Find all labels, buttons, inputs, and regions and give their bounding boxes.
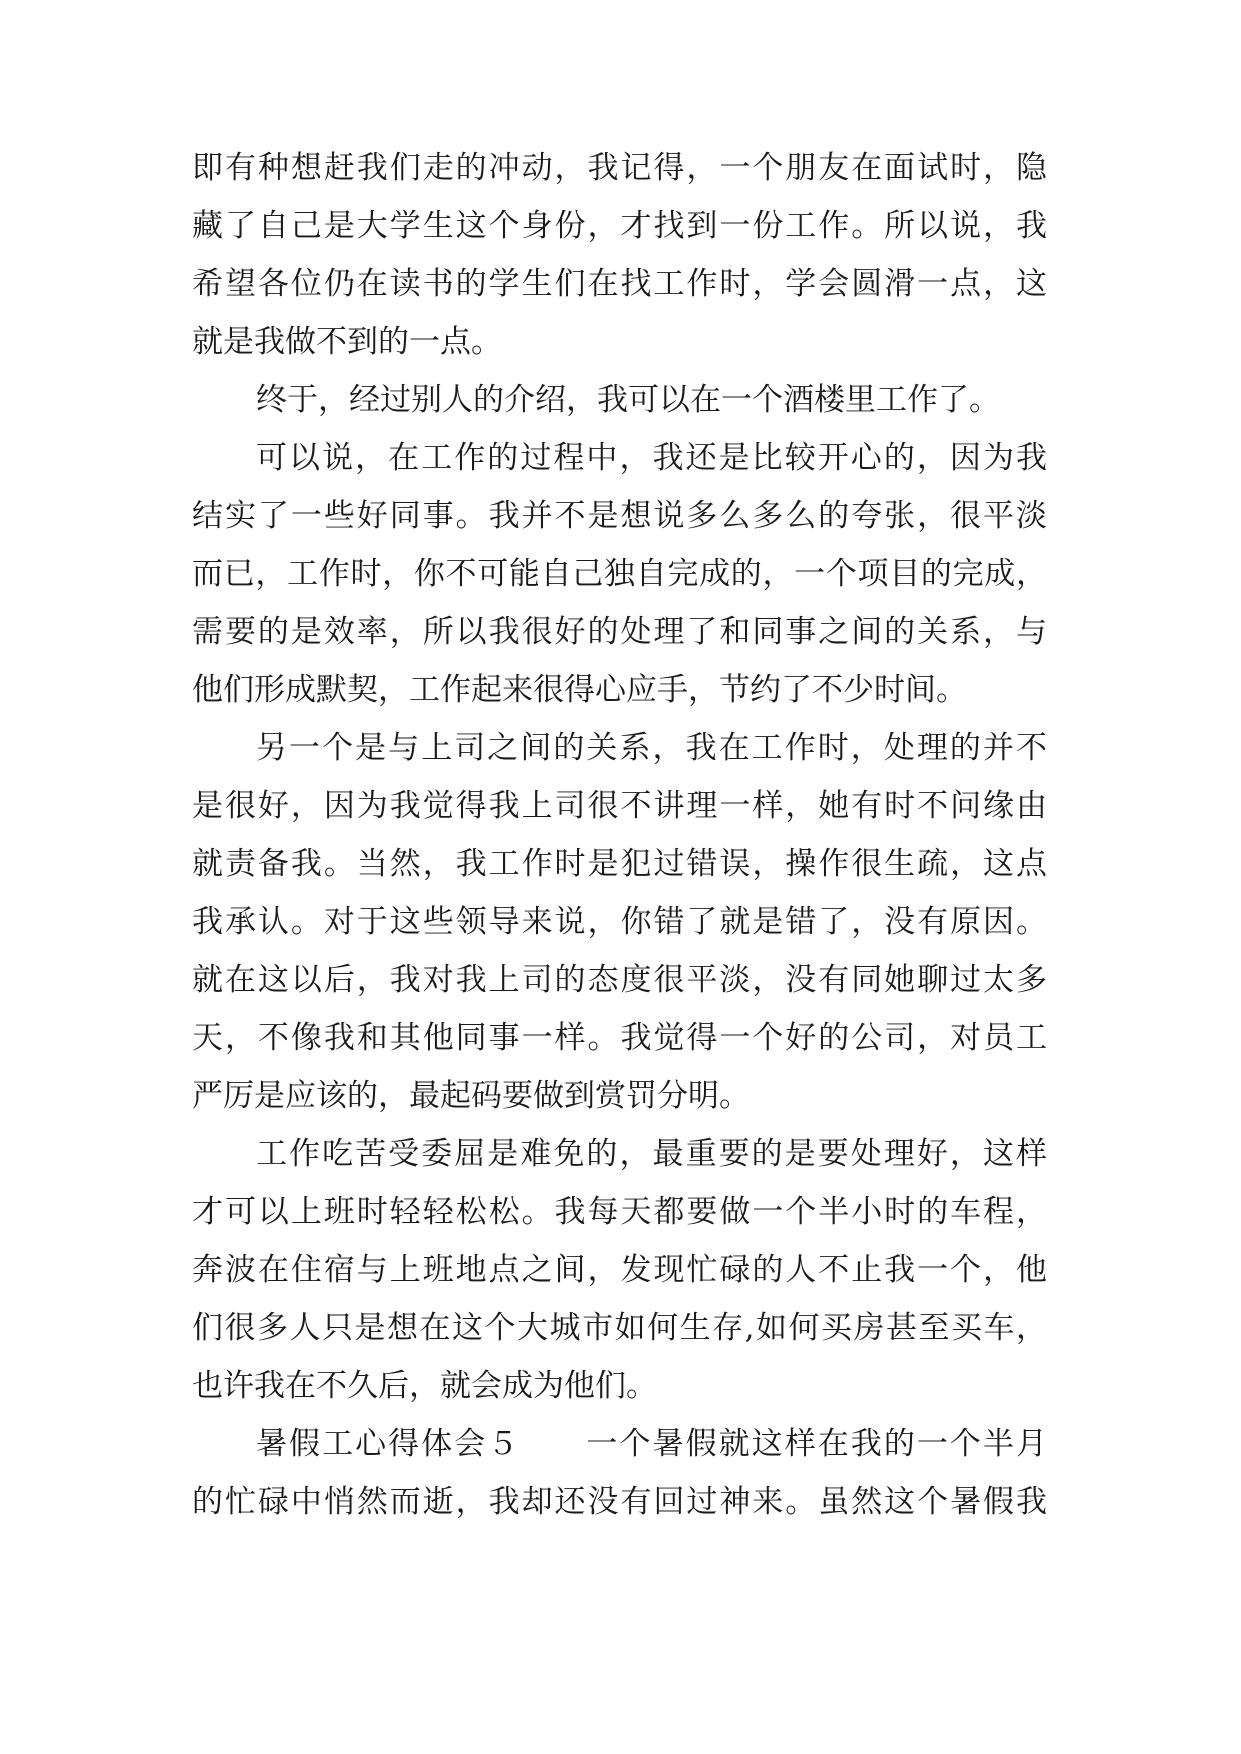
text-line: 也许我在不久后，就会成为他们。 [192,1368,657,1404]
paragraph-first-line: 可以说，在工作的过程中，我还是比较开心的，因为我 [256,440,1047,476]
text-line: 希望各位仍在读书的学生们在找工作时，学会圆滑一点，这 [192,266,1047,302]
paragraph-first-line: 工作吃苦受委屈是难免的，最重要的是要处理好，这样 [256,1136,1047,1172]
text-line: 而已，工作时，你不可能自己独自完成的，一个项目的完成， [192,556,1047,592]
text-line: 严厉是应该的，最起码要做到赏罚分明。 [192,1078,750,1114]
text-line: 结实了一些好同事。我并不是想说多么多么的夸张，很平淡 [192,498,1047,534]
paragraph-first-line: 暑假工心得体会５ 一个暑假就这样在我的一个半月 [256,1426,1047,1462]
text-line: 藏了自己是大学生这个身份，才找到一份工作。所以说，我 [192,208,1047,244]
text-line: 们很多人只是想在这个大城市如何生存,如何买房甚至买车， [192,1310,1047,1346]
text-line: 他们形成默契，工作起来很得心应手，节约了不少时间。 [192,672,967,708]
paragraph-first-line: 另一个是与上司之间的关系，我在工作时，处理的并不 [256,730,1047,766]
text-line: 天，不像我和其他同事一样。我觉得一个好的公司，对员工 [192,1020,1047,1056]
text-line: 就在这以后，我对我上司的态度很平淡，没有同她聊过太多 [192,962,1047,998]
text-line: 我承认。对于这些领导来说，你错了就是错了，没有原因。 [192,904,1047,940]
text-line: 即有种想赶我们走的冲动，我记得，一个朋友在面试时，隐 [192,150,1047,186]
paragraph-first-line: 终于，经过别人的介绍，我可以在一个酒楼里工作了。 [256,382,1000,418]
text-line: 奔波在住宿与上班地点之间，发现忙碌的人不止我一个，他 [192,1252,1047,1288]
text-line: 的忙碌中悄然而逝，我却还没有回过神来。虽然这个暑假我 [192,1484,1047,1520]
text-line: 就是我做不到的一点。 [192,324,502,360]
text-line: 是很好，因为我觉得我上司很不讲理一样，她有时不问缘由 [192,788,1047,824]
text-line: 就责备我。当然，我工作时是犯过错误，操作很生疏，这点 [192,846,1047,882]
text-line: 需要的是效率，所以我很好的处理了和同事之间的关系，与 [192,614,1047,650]
text-line: 才可以上班时轻轻松松。我每天都要做一个半小时的车程， [192,1194,1047,1230]
